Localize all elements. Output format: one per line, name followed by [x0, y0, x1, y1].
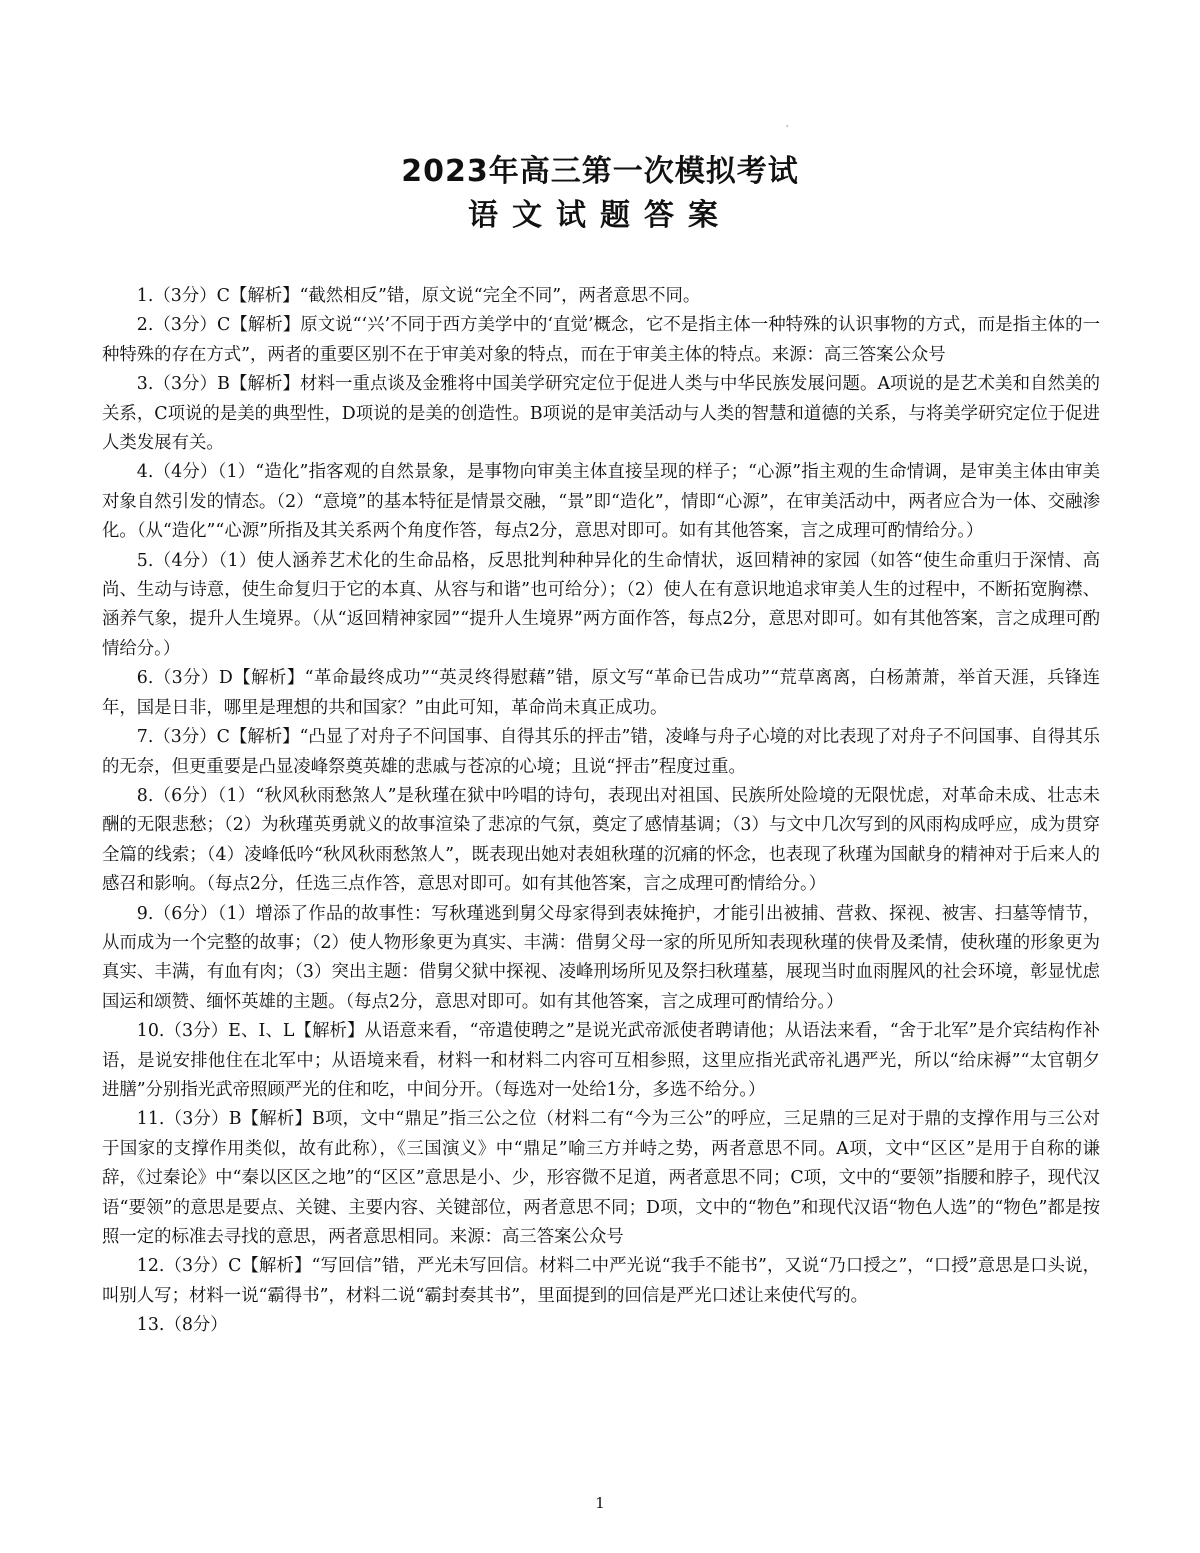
- document-subtitle: 语文试题答案: [468, 198, 732, 233]
- answer-item-4: 4.（4分）（1）“造化”指客观的自然景象，是事物向审美主体直接呈现的样子；“心源”指主观的生命情调，是审美主体由审美对象自然引发的情态。（2）“意境”的基本特征是情景交融，“景”即“造化”，情即“心源”，在审美活动中，两者应合为一体、交融渗化。（从“造化”“心源”所指及其关系两个角度作答，每点2分，意思对即可。如有其他答案，言之成理可酌情给分。）: [102, 462, 1100, 542]
- answer-item-2: 2.（3分）C【解析】原文说“‘兴’不同于西方美学中的‘直觉’概念，它不是指主体一种特殊的认识事物的方式，而是指主体的一种特殊的存在方式”，两者的重要区别不在于审美对象的特点，而在于审美主体的特点。来源：高三答案公众号: [102, 315, 1100, 365]
- exam-title: 2023年高三第一次模拟考试: [401, 154, 799, 189]
- answer-item-10: 10.（3分）E、I、L【解析】从语意来看，“帝遣使聘之”是说光武帝派使者聘请他；从语法来看，“舍于北军”是介宾结构作补语，是说安排他住在北军中；从语境来看，材料一和材料二内容可互相参照，这里应指光武帝礼遇严光，所以“给床褥”“太官朝夕进膳”分别指光武帝照顾严光的住和吃，中间分开。（每选对一处给1分，多选不给分。）: [102, 1021, 1100, 1100]
- answer-item-1: 1.（3分）C【解析】“截然相反”错，原文说“完全不同”，两者意思不同。: [136, 286, 701, 306]
- answer-item-8: 8.（6分）（1）“秋风秋雨愁煞人”是秋瑾在狱中吟唱的诗句，表现出对祖国、民族所处险境的无限忧虑，对革命未成、壮志未酬的无限悲愁；（2）为秋瑾英勇就义的故事渲染了悲凉的气氛，奠定了感情基调；（3）与文中几次写到的风雨构成呼应，成为贯穿全篇的线索；（4）凌峰低吟“秋风秋雨愁煞人”，既表现出她对表姐秋瑾的沉痛的怀念，也表现了秋瑾为国献身的精神对于后来人的感召和影响。（每点2分，任选三点作答，意思对即可。如有其他答案，言之成理可酌情给分。）: [102, 785, 1100, 895]
- answer-item-13: 13.（8分）: [136, 1315, 228, 1336]
- scan-mark: ': [786, 124, 789, 133]
- answer-item-5: 5.（4分）（1）使人涵养艺术化的生命品格，反思批判种种异化的生命情状，返回精神的家园（如答“使生命重归于深情、高尚、生动与诗意，使生命复归于它的本真、从容与和谐”也可给分）；（2）使人在有意识地追求审美人生的过程中，不断拓宽胸襟、涵养气象，提升人生境界。（从“返回精神家园”“提升人生境界”两方面作答，每点2分，意思对即可。如有其他答案，言之成理可酌情给分。）: [102, 550, 1100, 659]
- answer-item-3: 3.（3分）B【解析】材料一重点谈及金雅将中国美学研究定位于促进人类与中华民族发展问题。A项说的是艺术美和自然美的关系，C项说的是美的典型性，D项说的是美的创造性。B项说的是审美活动与人类的智慧和道德的关系，与将美学研究定位于促进人类发展有关。: [102, 374, 1100, 454]
- answer-item-12: 12.（3分）C【解析】“写回信”错，严光未写回信。材料二中严光说“我手不能书”，又说“乃口授之”，“口授”意思是口头说，叫别人写；材料一说“霸得书”，材料二说“霸封奏其书”，里面提到的回信是严光口述让来使代写的。: [102, 1256, 1100, 1306]
- answer-list: [102, 282, 1100, 1341]
- answer-item-9: 9.（6分）（1）增添了作品的故事性：写秋瑾逃到舅父母家得到表妹掩护，才能引出被捕、营救、探视、被害、扫墓等情节，从而成为一个完整的故事；（2）使人物形象更为真实、丰满：借舅父母一家的所见所知表现秋瑾的侠骨及柔情，使秋瑾的形象更为真实、丰满，有血有肉；（3）突出主题：借舅父狱中探视、凌峰刑场所见及祭扫秋瑾墓，展现当时血雨腥风的社会环境，彰显忧虑国运和颂赞、缅怀英雄的主题。（每点2分，意思对即可。如有其他答案，言之成理可酌情给分。）: [102, 903, 1100, 1012]
- answer-item-7: 7.（3分）C【解析】“凸显了对舟子不问国事、自得其乐的抨击”错，凌峰与舟子心境的对比表现了对舟子不问国事、自得其乐的无奈，但更重要是凸显凌峰祭奠英雄的悲戚与苍凉的心境；且说“抨击”程度过重。: [102, 727, 1100, 777]
- answer-item-6: 6.（3分）D【解析】“革命最终成功”“英灵终得慰藉”错，原文写“革命已告成功”“荒草离离，白杨萧萧，举首天涯，兵锋连年，国是日非，哪里是理想的共和国家？”由此可知，革命尚未真正成功。: [102, 668, 1100, 718]
- answer-item-11: 11.（3分）B【解析】B项，文中“鼎足”指三公之位（材料二有“今为三公”的呼应，三足鼎的三足对于鼎的支撑作用与三公对于国家的支撑作用类似，故有此称），《三国演义》中“鼎足”喻三方并峙之势，两者意思不同。A项，文中“区区”是用于自称的谦辞，《过秦论》中“秦以区区之地”的“区区”意思是小、少，形容微不足道，两者意思不同；C项，文中的“要领”指腰和脖子，现代汉语“要领”的意思是要点、关键、主要内容、关键部位，两者意思不同；D项，文中的“物色”和现代汉语“物色人选”的“物色”都是按照一定的标准去寻找的意思，两者意思相同。来源：高三答案公众号: [102, 1109, 1100, 1247]
- page-number: 1: [595, 1494, 605, 1512]
